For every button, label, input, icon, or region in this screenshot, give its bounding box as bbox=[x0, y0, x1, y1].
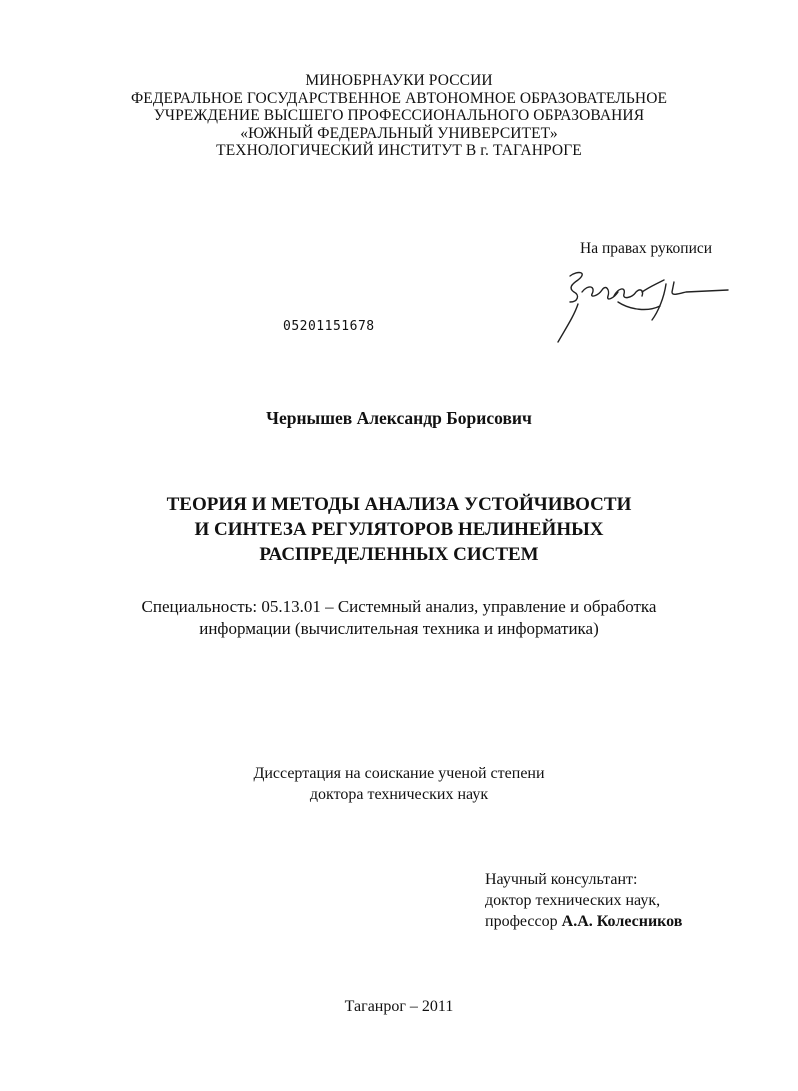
institution-line-1: ФЕДЕРАЛЬНОЕ ГОСУДАРСТВЕННОЕ АВТОНОМНОЕ ОБРАЗОВАТЕЛЬНОЕ bbox=[130, 89, 668, 107]
title-line-2: И СИНТЕЗА РЕГУЛЯТОРОВ НЕЛИНЕЙНЫХ bbox=[194, 519, 604, 540]
institute-name: ТЕХНОЛОГИЧЕСКИЙ ИНСТИТУТ В г. ТАГАНРОГЕ bbox=[216, 142, 582, 159]
specialty bbox=[0, 596, 798, 640]
handwritten-signature bbox=[548, 262, 738, 346]
institution-header bbox=[0, 72, 798, 160]
specialty-line-1: Специальность: 05.13.01 – Системный анализ, управление и обработка bbox=[141, 597, 657, 616]
consultant-degree: доктор технических наук, bbox=[485, 892, 661, 909]
manuscript-rights-note: На правах рукописи bbox=[580, 240, 713, 257]
institution-line-2: УЧРЕЖДЕНИЕ ВЫСШЕГО ПРОФЕССИОНАЛЬНОГО ОБРАЗОВАНИЯ bbox=[153, 107, 645, 124]
consultant-title: профессор bbox=[485, 913, 558, 930]
consultant-title-line bbox=[485, 911, 682, 932]
degree-line-1: Диссертация на соискание ученой степени bbox=[253, 765, 545, 782]
degree-line-2: доктора технических наук bbox=[309, 785, 489, 803]
title-line-1: ТЕОРИЯ И МЕТОДЫ АНАЛИЗА УСТОЙЧИВОСТИ bbox=[166, 494, 632, 515]
scientific-consultant bbox=[485, 869, 682, 932]
consultant-role: Научный консультант: bbox=[485, 871, 638, 888]
registration-stamp-number: 05201151678 bbox=[283, 319, 375, 334]
author-name: Чернышев Александр Борисович bbox=[266, 408, 532, 428]
ministry-line: МИНОБРНАУКИ РОССИИ bbox=[305, 72, 493, 89]
dissertation-title bbox=[0, 492, 798, 567]
specialty-line-2: информации (вычислительная техника и информатика) bbox=[199, 619, 599, 638]
consultant-name: А.А. Колесников bbox=[561, 913, 683, 930]
title-line-3: РАСПРЕДЕЛЕННЫХ СИСТЕМ bbox=[259, 544, 539, 565]
university-name: «ЮЖНЫЙ ФЕДЕРАЛЬНЫЙ УНИВЕРСИТЕТ» bbox=[240, 124, 558, 142]
degree-statement bbox=[0, 764, 798, 805]
city-year: Таганрог – 2011 bbox=[344, 998, 454, 1015]
